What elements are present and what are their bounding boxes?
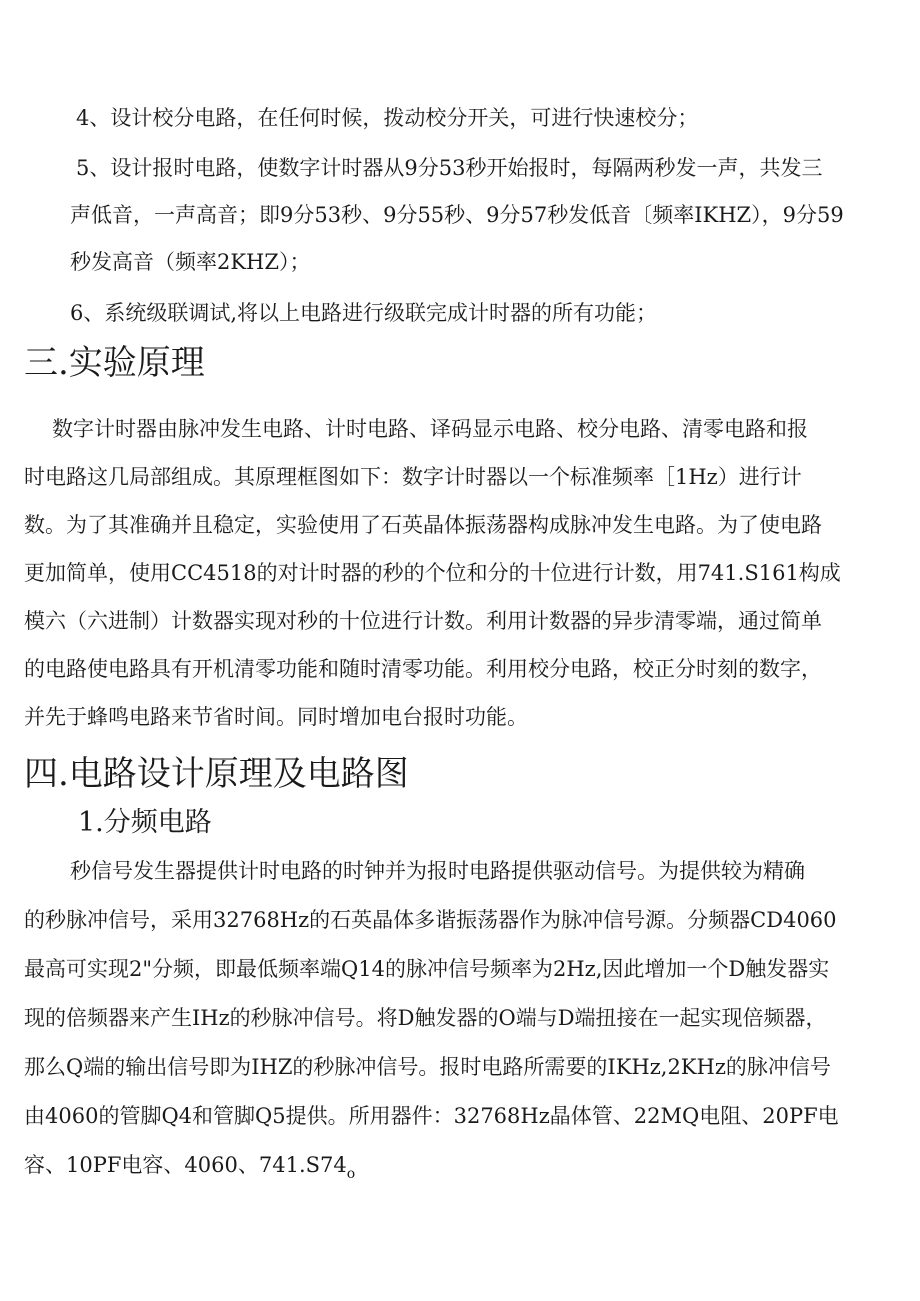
section-4-heading: 四.电路设计原理及电路图	[24, 754, 409, 794]
paragraph-line: 那么Q端的输出信号即为IHZ的秒脉冲信号。报时电路所需要的IKHz,2KHz的脉冲信号	[24, 1055, 831, 1079]
requirement-item-5-line-3: 秒发高音（频率2KHZ）；	[70, 250, 311, 274]
paragraph-line-last	[24, 1150, 355, 1189]
paragraph-line: 的秒脉冲信号，采用32768Hz的石英晶体多谐振荡器作为脉冲信号源。分频器CD4060	[24, 908, 837, 932]
requirement-item-5-line-1: 5、设计报时电路，使数字计时器从9分53秒开始报时，每隔两秒发一声，共发三	[76, 156, 823, 180]
paragraph-line: 由4060的管脚Q4和管脚Q5提供。所用器件：32768Hz晶体管、22MQ电阻、20PF电	[24, 1104, 839, 1128]
section-3-heading: 三.实验原理	[24, 343, 205, 383]
subsection-1-heading: 1.分频电路	[78, 807, 212, 838]
paragraph-line-last-text: 容、10PF电容、4060、741.S74	[24, 1153, 347, 1177]
paragraph-line: 的电路使电路具有开机清零功能和随时清零功能。利用校分电路，校正分时刻的数字，	[24, 657, 822, 681]
paragraph-line: 秒信号发生器提供计时电路的时钟并为报时电路提供驱动信号。为提供较为精确	[70, 859, 805, 883]
paragraph-line: 数字计时器由脉冲发生电路、计时电路、译码显示电路、校分电路、清零电路和报	[52, 417, 808, 441]
paragraph-line: 并先于蜂鸣电路来节省时间。同时增加电台报时功能。	[24, 705, 528, 729]
paragraph-line: 更加简单，使用CC4518的对计时器的秒的个位和分的十位进行计数，用741.S161构成	[24, 561, 841, 585]
subscript-char: o	[346, 1166, 356, 1182]
paragraph-line: 现的倍频器来产生IHz的秒脉冲信号。将D触发器的O端与D端扭接在一起实现倍频器，	[24, 1006, 827, 1030]
requirement-item-4: 4、设计校分电路，在任何时候，拨动校分开关，可进行快速校分；	[76, 106, 699, 130]
paragraph-line: 最高可实现2"分频，即最低频率端Q14的脉冲信号频率为2Hz,因此增加一个D触发器实	[24, 957, 830, 981]
paragraph-line: 模六（六进制）计数器实现对秒的十位进行计数。利用计数器的异步清零端，通过简单	[24, 609, 822, 633]
requirement-item-5-line-2: 声低音，一声高音；即9分53秒、9分55秒、9分57秒发低音〔频率IKHZ），9分59	[70, 203, 844, 227]
paragraph-line: 数。为了其准确并且稳定，实验使用了石英晶体振荡器构成脉冲发生电路。为了使电路	[24, 513, 822, 537]
requirement-item-6: 6、系统级联调试,将以上电路进行级联完成计时器的所有功能；	[70, 301, 658, 325]
paragraph-line: 时电路这几局部组成。其原理框图如下：数字计时器以一个标准频率［1Hz）进行计	[24, 465, 802, 489]
